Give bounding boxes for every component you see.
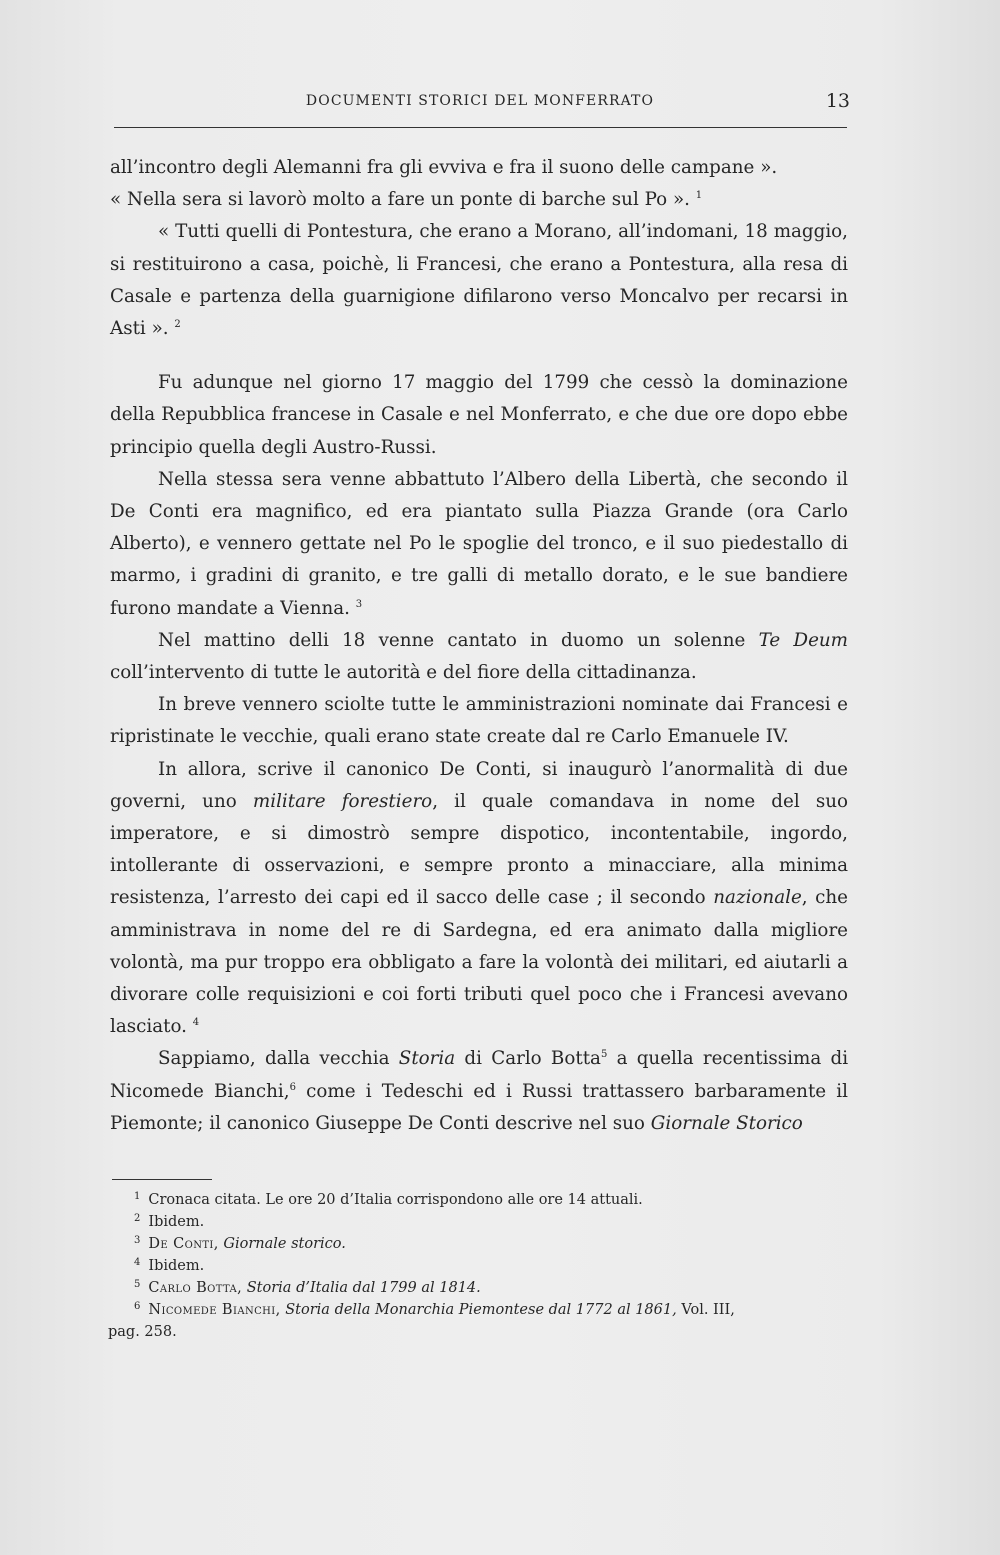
- body-text: [110, 152, 848, 1140]
- footnote-title: Storia d’Italia dal 1799 al 1814.: [246, 1280, 481, 1296]
- footnote-text: Ibidem.: [148, 1214, 205, 1230]
- footnote-volume: Vol. III,: [681, 1302, 735, 1318]
- footnote-mark: 5: [134, 1279, 141, 1290]
- paragraph-amministrazioni: [110, 689, 848, 753]
- botta-text-d: come i Tedeschi ed i Russi trattassero barbaramente il Piemonte; il canonico Giuseppe De Conti descrive nel suo: [110, 1080, 848, 1134]
- pontestura-text: « Tutti quelli di Pontestura, che erano a Morano, all’indomani, 18 maggio, si restituirono a casa, poichè, li Francesi, che erano a Pontestura, alla resa di Casale e partenza della guarnigione difilarono verso Moncalvo per recarsi in Asti ».: [110, 221, 848, 340]
- albero-text: Nella stessa sera venne abbattuto l’Albero della Libertà, che secondo il De Conti era magnifico, ed era piantato sulla Piazza Grande (ora Carlo Alberto), e vennero gettate nel Po le spoglie del tronco, e il suo piedestallo di marmo, i gradini di granito, e tre galli di metallo dorato, e le sue bandiere furono mandate a Vienna.: [110, 468, 848, 619]
- footnote-title: Storia della Monarchia Piemontese dal 1772 al 1861,: [285, 1302, 677, 1318]
- note-ref-5: 5: [600, 1049, 608, 1061]
- te-deum-italic: Te Deum: [758, 629, 848, 651]
- paragraph-quote-bridge: [110, 184, 848, 216]
- footnote-5: [108, 1277, 850, 1299]
- footnote-text: Ibidem.: [148, 1258, 205, 1274]
- governi-text-c: , che amministrava in nome del re di Sardegna, ed era animato dalla migliore volontà, ma pur troppo era obbligato a fare la volontà dei militari, ed aiutarli a divorare colle requisizioni e coi forti tributi quel poco che i Francesi avevano lasciato.: [110, 887, 848, 1038]
- note-ref-6: 6: [289, 1081, 296, 1093]
- footnote-3: [108, 1233, 850, 1255]
- footnote-author: De Conti,: [148, 1236, 219, 1252]
- footnote-text: Cronaca citata. Le ore 20 d’Italia corrispondono alle ore 14 attuali.: [148, 1192, 643, 1208]
- botta-italic-storia: Storia: [398, 1048, 456, 1070]
- footnotes-rule: [112, 1179, 212, 1180]
- footnote-page: pag. 258.: [108, 1324, 177, 1340]
- paragraph-17-maggio: [110, 367, 848, 464]
- paragraph-albero-liberta: [110, 464, 848, 625]
- footnote-author: Carlo Botta,: [148, 1280, 243, 1296]
- te-deum-text-b: coll’intervento di tutte le autorità e del fiore della cittadinanza.: [110, 662, 697, 684]
- note-ref-2: 2: [174, 319, 181, 331]
- paragraph-botta-bianchi: [110, 1043, 848, 1140]
- footnote-4: [108, 1255, 850, 1277]
- page-number: 13: [825, 90, 850, 112]
- footnote-1: [108, 1189, 850, 1211]
- botta-text-b: di Carlo Botta: [464, 1048, 601, 1070]
- paragraph-1-end: [110, 152, 848, 184]
- note-ref-1: 1: [695, 190, 703, 202]
- running-title: DOCUMENTI STORICI DEL MONFERRATO: [305, 93, 655, 109]
- footnote-6-continuation: [108, 1321, 850, 1343]
- paragraph-due-governi: [110, 754, 848, 1044]
- note-ref-4: 4: [192, 1017, 200, 1029]
- governi-italic-militare: militare forestiero: [252, 790, 433, 812]
- footnote-6: [108, 1299, 850, 1321]
- footnote-mark: 3: [134, 1235, 141, 1246]
- botta-italic-giornale: Giornale Storico: [650, 1112, 803, 1134]
- footnote-author: Nicomede Bianchi,: [148, 1302, 281, 1318]
- footnote-title: Giornale storico.: [223, 1236, 346, 1252]
- maggio-text: Fu adunque nel giorno 17 maggio del 1799 che cessò la dominazione della Repubblica francese in Casale e nel Monferrato, e che due ore dopo ebbe principio quella degli Austro-Russi.: [110, 372, 848, 458]
- paragraph-te-deum: [110, 625, 848, 689]
- te-deum-text-a: Nel mattino delli 18 venne cantato in duomo un solenne: [158, 629, 746, 651]
- paragraph-1-text: all’incontro degli Alemanni fra gli evviva e fra il suono delle campane ».: [110, 157, 778, 178]
- footnote-2: [108, 1211, 850, 1233]
- footnotes: [108, 1189, 850, 1343]
- bridge-quote-text: « Nella sera si lavorò molto a fare un ponte di barche sul Po ».: [110, 189, 690, 211]
- header-rule: [114, 127, 847, 128]
- botta-text-a: Sappiamo, dalla vecchia: [158, 1048, 390, 1070]
- note-ref-3: 3: [355, 598, 363, 610]
- botta-text-c: a quella recentissima di Nicomede Bianchi,: [110, 1048, 849, 1102]
- governi-italic-nazionale: nazionale: [713, 887, 802, 909]
- footnote-mark: 2: [134, 1213, 141, 1224]
- governi-text-a: In allora, scrive il canonico De Conti, si inaugurò l’anormalità di due governi, uno: [110, 758, 848, 812]
- paragraph-pontestura: [110, 216, 848, 345]
- footnote-mark: 4: [134, 1257, 141, 1268]
- footnote-mark: 1: [134, 1191, 141, 1202]
- footnote-mark: 6: [134, 1301, 141, 1312]
- governi-text-b: , il quale comandava in nome del suo imperatore, e si dimostrò sempre dispotico, incontentabile, ingordo, intollerante di osservazioni, e sempre pronto a minacciare, alla minima resistenza, l’arresto dei capi ed il sacco delle case ; il secondo: [110, 790, 848, 909]
- amministrazioni-text: In breve vennero sciolte tutte le amministrazioni nominate dai Francesi e ripristinate le vecchie, quali erano state create dal re Carlo Emanuele IV.: [110, 694, 848, 748]
- running-head: [110, 90, 850, 114]
